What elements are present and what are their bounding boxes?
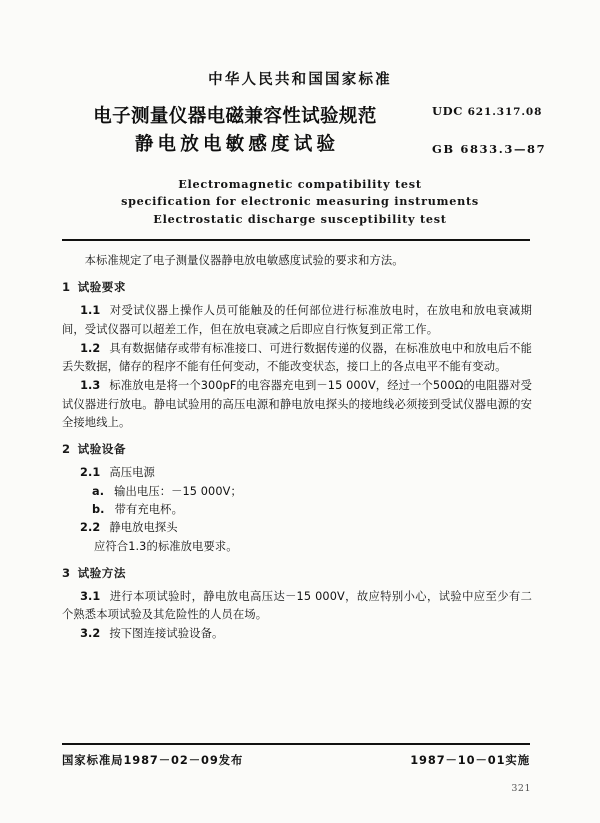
header-divider-rule bbox=[62, 239, 530, 241]
clause-2-1 bbox=[80, 464, 532, 482]
document-footer bbox=[62, 752, 530, 768]
section-heading-2 bbox=[62, 441, 532, 457]
item-marker-a: a. bbox=[92, 484, 105, 498]
english-title bbox=[0, 176, 600, 228]
english-title-line-1: Electromagnetic compatibility test bbox=[178, 177, 422, 191]
clause-text-1-3: 标准放电是将一个300pF的电容器充电到－15 000V，经过一个500Ω的电阻器对受试仪器进行放电。静电试验用的高压电源和静电放电探头的接地线必须接到受试仪器电源的安全接地线上。 bbox=[62, 379, 532, 430]
clause-text-1-1: 对受试仪器上操作人员可能触及的任何部位进行标准放电时，在放电和放电衰减期间，受试仪器可以超差工作，但在放电衰减之后即应自行恢复到正常工作。 bbox=[62, 304, 532, 336]
clause-1-2 bbox=[62, 340, 532, 377]
clause-number-1-2: 1.2 bbox=[80, 341, 101, 355]
footer-divider-rule bbox=[62, 743, 530, 745]
title-line-2: 静电放电敏感度试验 bbox=[134, 133, 340, 155]
clause-1-1 bbox=[62, 302, 532, 339]
clause-text-3-1: 进行本项试验时，静电放电高压达－15 000V，故应特别小心，试验中应至少有二个熟悉本项试验及其危险性的人员在场。 bbox=[62, 589, 532, 622]
clause-2-2-body: 应符合1.3的标准放电要求。 bbox=[94, 539, 238, 553]
issue-date-text: 国家标准局1987－02－09发布 bbox=[62, 753, 244, 767]
clause-number-1-1: 1.1 bbox=[80, 304, 101, 318]
section-title-1: 试验要求 bbox=[77, 280, 126, 295]
clause-3-1 bbox=[62, 588, 532, 625]
clause-1-3 bbox=[62, 377, 532, 432]
document-title bbox=[55, 104, 415, 157]
page-number: 321 bbox=[511, 783, 531, 794]
english-title-line-3: Electrostatic discharge susceptibility test bbox=[153, 211, 447, 226]
clause-number-1-3: 1.3 bbox=[80, 379, 101, 393]
item-marker-b: b. bbox=[92, 502, 105, 516]
clause-text-1-2: 具有数据储存或带有标准接口、可进行数据传递的仪器，在标准放电中和放电后不能丢失数据，储存的程序不能有任何变动，不能改变状态，接口上的各点电平不能有变动。 bbox=[62, 341, 532, 374]
gb-standard-number: GB 6833.3—87 bbox=[432, 142, 547, 156]
section-number-2: 2 bbox=[62, 442, 71, 457]
standard-codes bbox=[432, 104, 582, 156]
clause-3-2 bbox=[62, 625, 532, 643]
clause-text-2-2: 静电放电探头 bbox=[109, 521, 178, 535]
clause-number-3-2: 3.2 bbox=[80, 627, 101, 641]
clause-text-3-2: 按下图连接试验设备。 bbox=[109, 627, 224, 641]
national-standard-heading: 中华人民共和国国家标准 bbox=[208, 72, 392, 88]
udc-number: 621.317.08 bbox=[467, 106, 543, 118]
clause-2-1-item-a bbox=[92, 483, 532, 501]
section-heading-3 bbox=[62, 565, 532, 581]
clause-number-2-1: 2.1 bbox=[80, 466, 101, 480]
clause-2-2 bbox=[80, 519, 532, 537]
title-line-1: 电子测量仪器电磁兼容性试验规范 bbox=[93, 106, 377, 127]
section-heading-1 bbox=[62, 279, 532, 295]
item-text-b: 带有充电杯。 bbox=[114, 502, 183, 516]
clause-text-2-1: 高压电源 bbox=[109, 466, 155, 480]
section-number-3: 3 bbox=[62, 565, 71, 580]
section-number-1: 1 bbox=[62, 280, 71, 295]
clause-2-1-item-b bbox=[92, 501, 532, 519]
effective-date-text: 1987－10－01实施 bbox=[410, 753, 530, 767]
english-title-line-2: specification for electronic measuring instruments bbox=[121, 194, 479, 209]
section-title-3: 试验方法 bbox=[77, 565, 126, 580]
udc-label: UDC bbox=[432, 104, 463, 118]
item-text-a: 输出电压：－15 000V； bbox=[114, 484, 242, 498]
udc-code bbox=[432, 104, 582, 118]
clause-number-3-1: 3.1 bbox=[80, 589, 101, 603]
section-title-2: 试验设备 bbox=[77, 442, 126, 457]
document-body bbox=[62, 252, 532, 645]
scope-paragraph: 本标准规定了电子测量仪器静电放电敏感度试验的要求和方法。 bbox=[84, 254, 404, 267]
clause-number-2-2: 2.2 bbox=[80, 521, 101, 535]
